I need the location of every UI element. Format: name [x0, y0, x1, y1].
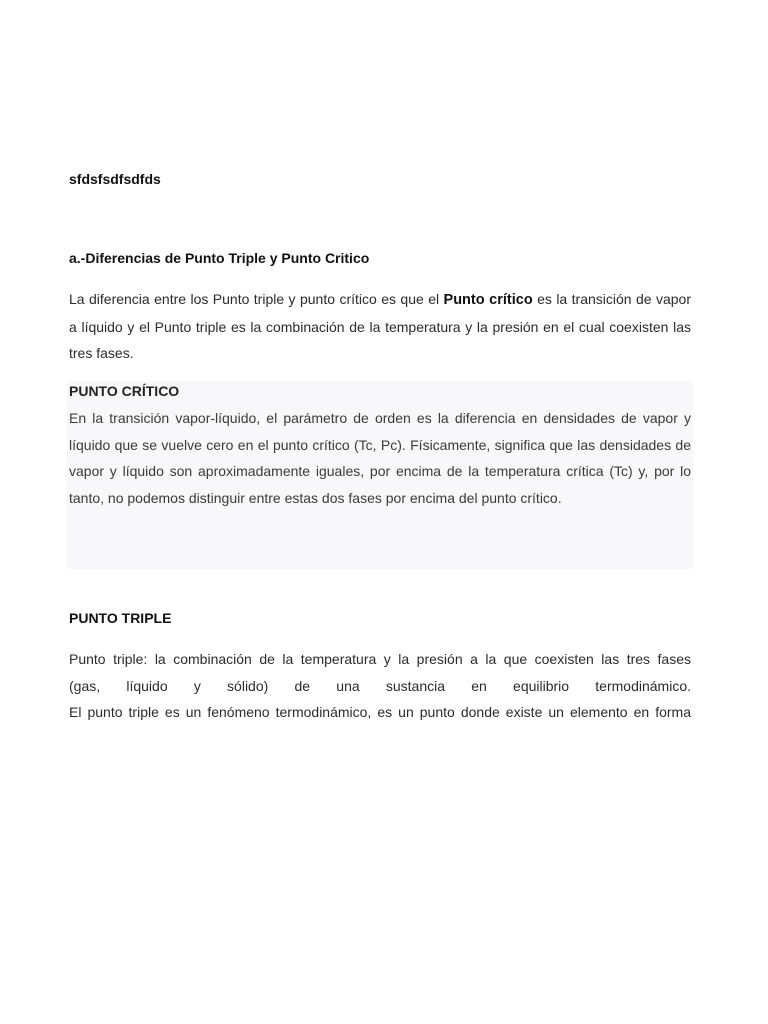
punto-critico-section: [67, 381, 693, 569]
intro-text-end: es la transición de vapor a líquido y el Punto triple es la combinación de la temperatura y la presión en el cual coexisten las tres fases.: [69, 291, 692, 361]
intro-bold-term: Punto crítico: [443, 292, 533, 308]
intro-text-start: La diferencia entre los Punto triple y punto crítico es que el: [69, 291, 444, 307]
punto-triple-paragraph: [69, 646, 691, 726]
punto-triple-heading: PUNTO TRIPLE: [69, 610, 172, 626]
punto-critico-paragraph: En la transición vapor-líquido, el parámetro de orden es la diferencia en densidades de vapor y líquido que se vuelve cero en el punto crítico (Tc, Pc). Físicamente, significa que las densidades de vapor y líquido son aproximadamente iguales, por encima de la temperatura crítica (Tc) y, por lo tanto, no podemos distinguir entre estas dos fases por encima del punto crítico.: [69, 410, 691, 506]
document-title: sfdsfsdfsdfds: [69, 171, 161, 187]
section-heading: a.-Diferencias de Punto Triple y Punto Critico: [69, 250, 370, 266]
punto-triple-line-2: (gas, líquido y sólido) de una sustancia en equilibrio termodinámico.: [69, 677, 691, 694]
punto-triple-line-1: Punto triple: la combinación de la temperatura y la presión a la que coexisten las tres fases: [69, 651, 691, 667]
punto-triple-line-3: El punto triple es un fenómeno termodinámico, es un punto donde existe un elemento en forma: [69, 704, 691, 720]
punto-critico-heading: PUNTO CRÍTICO: [69, 383, 180, 399]
intro-paragraph: [69, 286, 691, 367]
